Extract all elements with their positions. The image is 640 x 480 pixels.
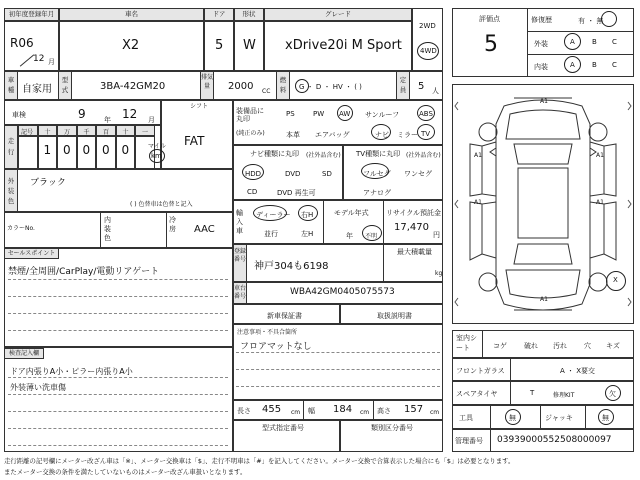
tv-sub: (社外品含む) [406, 152, 441, 159]
model-name: X2 [122, 38, 140, 53]
height-label: 高さ [377, 407, 391, 415]
use-value: 自家用 [22, 84, 52, 95]
jack-label: ジャッキ [545, 414, 573, 422]
mark-a1-right-rear: A1 [596, 199, 604, 206]
registration-label: 登録番号 [233, 244, 247, 282]
mileage-digit: 1 [43, 143, 52, 157]
fuel-label: 燃料 [276, 71, 290, 100]
shape-label: 形状 [234, 8, 264, 21]
mgmt-label: 管理番号 [455, 437, 483, 445]
inspector-line1: ドア内張りA小・ピラー内張りA小 [10, 367, 133, 376]
ac-label: 冷房 [169, 216, 176, 233]
navi-cd: CD [247, 188, 258, 196]
tv-oneseg: ワンセグ [404, 170, 432, 178]
exterior-color: ブラック [30, 178, 66, 188]
eq-tv: TV [421, 130, 431, 138]
tools-label: 工具 [459, 414, 473, 422]
mgmt-number: 03939000552508000097 [497, 435, 612, 445]
displacement: 2000 [228, 81, 254, 92]
inspector-box [4, 347, 233, 452]
jack-value: 無 [602, 414, 609, 422]
model-code-label: 型式 [58, 71, 72, 100]
glass-mark: X [613, 276, 618, 284]
windshield-label: フロントガラス [456, 367, 505, 375]
digit-cell [18, 136, 38, 169]
navi-dvd-play: DVD 再生可 [277, 189, 316, 197]
import-parallel: 並行 [264, 230, 278, 238]
height: 157 [404, 404, 424, 415]
recycle-amount: 17,470 [394, 222, 429, 233]
mark-a1-left-rear: A1 [474, 199, 482, 206]
capacity-unit: 人 [432, 87, 439, 95]
exterior-grade-c: C [612, 38, 617, 46]
eq-aw: AW [339, 110, 351, 118]
navi-hdd: HDD [245, 170, 262, 178]
inspection-month-unit: 月 [148, 116, 155, 124]
unit-mile: マイル [148, 143, 166, 150]
seat-label: 室内シート [456, 334, 477, 352]
warranty-label: 新車保証書 [267, 312, 302, 320]
shift: FAT [184, 134, 205, 148]
seat-burn: コゲ [493, 342, 507, 350]
exterior-grade-b: B [592, 38, 597, 46]
model-year-label: モデル年式 [334, 209, 369, 217]
max-load-label: 最大積載量 [397, 248, 432, 256]
spare-label: スペアタイヤ [456, 390, 498, 398]
first-reg-month: 12 [33, 54, 45, 64]
capacity-label: 定員 [396, 71, 410, 100]
import-dealer: ディーラー [256, 211, 291, 219]
length-unit: cm [291, 409, 301, 416]
grade: xDrive20i M Sport [285, 38, 402, 53]
repair-options: 有 ・ 無 [578, 17, 604, 25]
mileage-digit: 0 [121, 143, 130, 157]
interior-grade-b: B [592, 61, 597, 69]
score-label: 評価点 [479, 15, 500, 23]
recycle-label: リサイクル預託金 [386, 209, 442, 217]
use-label: 車種 [4, 71, 18, 100]
score: 5 [484, 32, 498, 57]
eq-airbag: エアバッグ [315, 131, 350, 139]
width: 184 [333, 404, 353, 415]
notes-label: 注意事項・不具合箇所 [237, 329, 298, 336]
digit-header: 百 [103, 129, 110, 136]
fuel-options: G ・ D ・ HV ・ ( ) [299, 83, 362, 91]
recycle-unit: 円 [433, 231, 440, 239]
digit-header: 一 [142, 129, 149, 136]
length-label: 長さ [237, 407, 251, 415]
notes-text: フロアマットなし [240, 342, 312, 352]
digit-header: 千 [83, 129, 90, 136]
cc-unit: CC [262, 88, 271, 95]
interior-label: 内装色 [104, 216, 111, 242]
month-unit: 月 [48, 58, 55, 66]
repair-label: 修復歴 [531, 16, 552, 24]
interior-grade-label: 内装 [534, 63, 548, 71]
seat-scratch: キズ [606, 342, 620, 350]
import-rhd: 右H [301, 211, 314, 219]
seat-hole: 穴 [584, 342, 591, 350]
type-label: 型式指定番号 [262, 424, 304, 432]
shape: W [243, 38, 256, 53]
doors: 5 [215, 38, 224, 53]
interior-grade-c: C [612, 61, 617, 69]
eq-navi: ナビ [375, 131, 389, 139]
inspection-label: 車検 [12, 111, 26, 119]
digit-header: 十 [122, 129, 129, 136]
exterior-label: 外装色 [4, 169, 18, 212]
inspection-year-unit: 年 [104, 116, 111, 124]
mark-a1-front: A1 [540, 98, 548, 105]
windshield-options: A ・ X要交 [560, 367, 596, 375]
drive-4wd: 4WD [420, 47, 437, 55]
category-label: 類別区分番号 [371, 424, 413, 432]
eq-pw: PW [313, 110, 325, 118]
mileage-digit: 0 [82, 143, 91, 157]
displacement-label: 排気量 [200, 71, 214, 100]
tv-label: TV種類に丸印 [356, 150, 401, 158]
inspector-label: 検査記入欄 [4, 348, 44, 359]
seat-tear: 破れ [524, 342, 538, 350]
navi-dvd: DVD [285, 170, 301, 178]
model-year-unit: 年 [346, 232, 353, 240]
grade-label: グレード [264, 8, 412, 21]
width-label: 幅 [308, 407, 315, 415]
mark-a1-right-front: A1 [596, 152, 604, 159]
navi-sd: SD [322, 170, 332, 178]
chassis-label: 車台番号 [233, 282, 247, 304]
color-no-label: カラーNo. [7, 225, 35, 232]
mileage-digit: 0 [63, 143, 71, 157]
footer-line2: またメーター交換の条件を満たしていないものはメーター改ざん車扱いとなります。 [4, 468, 247, 476]
navi-label: ナビ種類に丸印 [250, 150, 299, 158]
manual-label: 取扱説明書 [377, 312, 412, 320]
equipment-sub: (純正のみ) [236, 130, 265, 137]
model-code: 3BA-42GM20 [100, 81, 166, 92]
registration-plate: 神戸304も6198 [254, 261, 329, 272]
interior-grade-a: A [570, 61, 575, 69]
seat-stain: 汚れ [553, 342, 567, 350]
drive-cell [412, 8, 443, 71]
eq-sunroof: サンルーフ [365, 111, 400, 119]
eq-mirror: ミラー [397, 131, 418, 139]
import-lhd: 左H [301, 230, 314, 238]
doors-label: ドア [204, 8, 234, 21]
shift-label: シフト [190, 103, 209, 110]
eq-leather: 本革 [286, 131, 300, 139]
inspection-month: 12 [122, 107, 138, 121]
footer-line1: 走行距離の記号欄にメーター改ざん車は「※」、メーター交換車は「$」、走行不明車は「#」を記入してください。メーター交換で合算表示した場合にも「$」は必要となります。 [4, 457, 515, 465]
exterior-grade-a: A [570, 38, 575, 46]
eq-ps: PS [286, 110, 295, 118]
digit-header: 万 [64, 129, 71, 136]
mileage-digit: 0 [102, 143, 110, 157]
inspection-year: 9 [78, 107, 86, 121]
color-change-note: ( ) 色替車は色替と記入 [130, 201, 193, 208]
unit-km: km [151, 152, 162, 160]
tv-analog: アナログ [363, 189, 391, 197]
length: 455 [262, 404, 282, 415]
digit-header: 記号 [21, 129, 34, 136]
height-unit: cm [430, 409, 440, 416]
navi-sub: (社外品含む) [306, 152, 341, 159]
spare-kit: 修理KIT [553, 392, 575, 399]
drive-2wd: 2WD [419, 22, 436, 30]
import-label: 輸入車 [236, 209, 243, 235]
inspector-line2: 外装薄い洗車傷 [10, 383, 66, 392]
first-reg-year: R06 [10, 36, 34, 50]
digit-header: 十 [44, 129, 51, 136]
kg-unit: kg [435, 270, 443, 277]
spare-t: T [530, 389, 535, 397]
model-year-unknown: 不明 [365, 233, 378, 240]
ac-value: AAC [194, 224, 215, 235]
sales-point-box [4, 248, 233, 347]
model-name-label: 車名 [59, 8, 204, 21]
sales-point-label: セールスポイント [4, 248, 59, 259]
mark-a1-left-front: A1 [474, 152, 482, 159]
tv-fullseg: フルセグ [363, 170, 391, 178]
mileage-label: 走行 [4, 125, 18, 169]
tools-value: 無 [509, 414, 516, 422]
first-reg-label: 初年度登録年月 [4, 8, 59, 21]
mark-a1-rear: A1 [540, 296, 548, 303]
exterior-grade-label: 外装 [534, 40, 548, 48]
eq-abs: ABS [419, 110, 433, 118]
width-unit: cm [360, 409, 370, 416]
sales-point-text: 禁煙/全周囲/CarPlay/電動リアゲート [8, 267, 160, 277]
spare-missing: 欠 [609, 390, 616, 398]
equipment-label: 装備品に丸印 [236, 107, 264, 123]
chassis: WBA42GM0405075573 [290, 287, 395, 297]
capacity: 5 [418, 81, 425, 92]
